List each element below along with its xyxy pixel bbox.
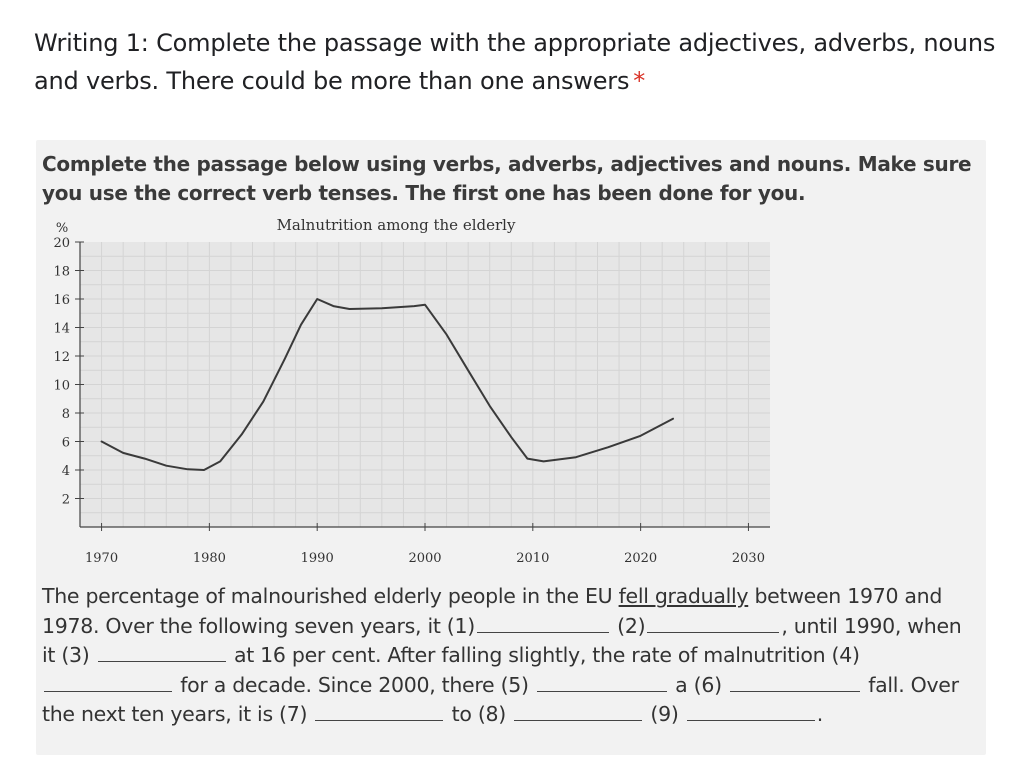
passage-text-4: , until 1990, when it (3) [42, 613, 962, 667]
blank-4 [44, 673, 172, 692]
blank-3 [98, 643, 226, 662]
passage [42, 582, 977, 730]
passage-text-2: between 1970 and 1978. Over the following seven years, it (1) [42, 584, 943, 638]
x-tick-label: 2010 [516, 551, 550, 566]
y-tick-label: 6 [61, 435, 70, 451]
x-tick-label: 2030 [731, 551, 765, 566]
passage-text-6: for a decade. Since 2000, there (5) [180, 672, 529, 697]
y-tick-label: 2 [61, 492, 70, 508]
example-answer: fell gradually [618, 584, 749, 608]
passage-text-8: fall. Over the next ten years, it is (7) [42, 672, 959, 726]
chart-title: Malnutrition among the elderly [276, 216, 516, 234]
blank-6 [730, 673, 860, 692]
passage-text-10: (9) [650, 702, 679, 726]
y-tick-label: 14 [53, 321, 70, 337]
required-asterisk: * [633, 67, 646, 95]
passage-text-11: . [816, 702, 823, 726]
x-tick-label: 2000 [408, 551, 442, 566]
blank-7 [315, 702, 443, 721]
passage-text-5: at 16 per cent. After falling slightly, the rate of malnutrition (4) [233, 643, 860, 667]
exercise-instructions: Complete the passage below using verbs, adverbs, adjectives and nouns. Make sure you use the correct verb tenses. The first one has been done for you. [42, 152, 972, 205]
passage-text-3: (2) [617, 613, 646, 638]
passage-text-7: a (6) [675, 672, 722, 697]
y-tick-label: 12 [53, 350, 70, 365]
y-tick-label: 10 [53, 378, 70, 394]
x-tick-label: 1980 [192, 551, 226, 566]
blank-2 [647, 614, 779, 633]
y-tick-label: 16 [53, 293, 70, 308]
question-title [34, 24, 1004, 100]
x-tick-label: 2020 [624, 551, 658, 566]
x-tick-label: 1990 [300, 551, 334, 566]
exercise-image [36, 140, 986, 755]
malnutrition-chart [36, 140, 986, 580]
y-tick-label: 8 [61, 407, 70, 422]
passage-text-9: to (8) [451, 702, 506, 726]
x-tick-label: 1970 [85, 551, 119, 566]
y-tick-label: 18 [53, 264, 70, 280]
chart-grid [80, 242, 770, 527]
y-axis-unit: % [55, 221, 69, 236]
blank-8 [514, 702, 642, 721]
y-tick-label: 4 [61, 464, 70, 479]
blank-9 [687, 702, 815, 721]
blank-5 [537, 673, 667, 692]
question-text: Writing 1: Complete the passage with the appropriate adjectives, adverbs, nouns and verbs. There could be more than one answers [34, 29, 996, 95]
blank-1 [477, 614, 609, 633]
y-tick-label: 20 [53, 236, 70, 251]
passage-text-1: The percentage of malnourished elderly people in the EU [42, 584, 613, 608]
